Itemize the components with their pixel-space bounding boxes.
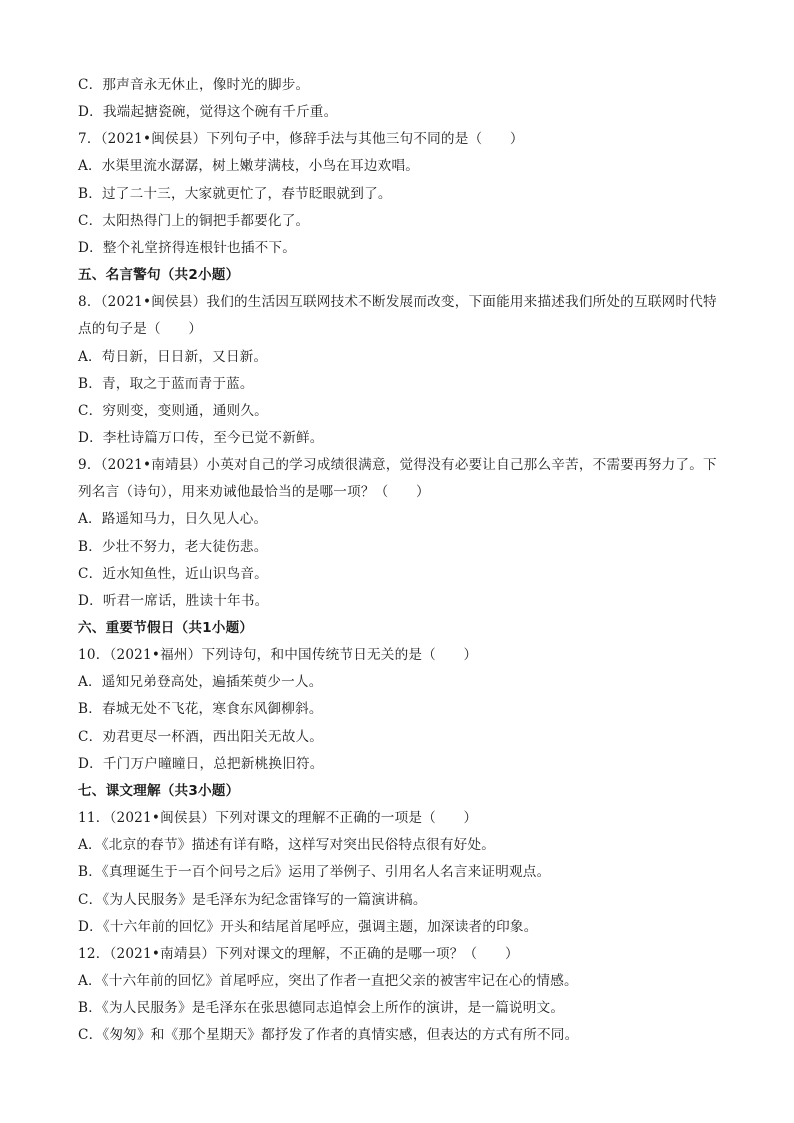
answer-option: D．千门万户曈曈日，总把新桃换旧符。 xyxy=(78,755,324,772)
question-text: 列名言（诗句），用来劝诫他最恰当的是哪一项？（ ） xyxy=(78,484,430,501)
answer-option: A．《十六年前的回忆》首尾呼应，突出了作者一直把父亲的被害牢记在心的情感。 xyxy=(78,972,578,989)
question-text: 11．（2021•闽侯县）下列对课文的理解不正确的一项是（ ） xyxy=(78,810,478,826)
question-text: 9．（2021•南靖县）小英对自己的学习成绩很满意，觉得没有必要让自己那么辛苦，不需要再努力了。下 xyxy=(78,457,717,474)
answer-option: A．《北京的春节》描述有详有略，这样写对突出民俗特点很有好处。 xyxy=(78,837,496,854)
answer-option: A．遥知兄弟登高处，遍插茱萸少一人。 xyxy=(78,674,323,691)
section-heading: 五、名言警句（共2小题） xyxy=(78,267,240,283)
question-text: 12．（2021•南靖县）下列对课文的理解，不正确的是哪一项？（ ） xyxy=(78,945,519,962)
answer-option: B．春城无处不飞花，寒食东风御柳斜。 xyxy=(78,701,323,718)
question-text: 10．（2021•福州）下列诗句，和中国传统节日无关的是（ ） xyxy=(78,647,478,664)
answer-option: A．水渠里流水潺潺，树上嫩芽满枝，小鸟在耳边欢唱。 xyxy=(78,158,420,175)
question-text: 7．（2021•闽侯县）下列句子中，修辞手法与其他三句不同的是（ ） xyxy=(78,131,524,148)
answer-option: C．《匆匆》和《那个星期天》都抒发了作者的真情实感，但表达的方式有所不同。 xyxy=(78,1027,579,1044)
answer-option: A．苟日新，日日新，又日新。 xyxy=(78,348,268,365)
answer-option: C．近水知鱼性，近山识鸟音。 xyxy=(78,565,268,582)
question-text: 点的句子是（ ） xyxy=(78,321,203,338)
section-heading: 七、课文理解（共3小题） xyxy=(78,782,240,799)
answer-option: C．《为人民服务》是毛泽东为纪念雷锋写的一篇演讲稿。 xyxy=(78,891,427,908)
answer-option: D．我端起搪瓷碗，觉得这个碗有千斤重。 xyxy=(78,104,338,121)
answer-option: C．穷则变，变则通，通则久。 xyxy=(78,402,268,419)
answer-option: B．《真理诞生于一百个问号之后》运用了举例子、引用名人名言来证明观点。 xyxy=(78,864,551,881)
answer-option: B．过了二十三，大家就更忙了，春节眨眼就到了。 xyxy=(78,185,392,202)
answer-option: B．少壮不努力，老大徒伤悲。 xyxy=(78,538,268,555)
question-text: 8．（2021•闽侯县）我们的生活因互联网技术不断发展而改变，下面能用来描述我们所处的互联网时代特 xyxy=(78,294,717,311)
answer-option: C．太阳热得门上的铜把手都要化了。 xyxy=(78,212,310,229)
answer-option: D．听君一席话，胜读十年书。 xyxy=(78,592,269,609)
answer-option: B．《为人民服务》是毛泽东在张思德同志追悼会上所作的演讲，是一篇说明文。 xyxy=(78,1000,565,1017)
answer-option: C．劝君更尽一杯酒，西出阳关无故人。 xyxy=(78,728,324,745)
answer-option: B．青，取之于蓝而青于蓝。 xyxy=(78,375,254,392)
answer-option: A．路遥知马力，日久见人心。 xyxy=(78,511,268,528)
section-heading: 六、重要节假日（共1小题） xyxy=(78,620,254,636)
answer-option: D．整个礼堂挤得连根针也插不下。 xyxy=(78,239,297,256)
answer-option: D．李杜诗篇万口传，至今已觉不新鲜。 xyxy=(78,429,324,446)
answer-option: D．《十六年前的回忆》开头和结尾首尾呼应，强调主题，加深读者的印象。 xyxy=(78,918,538,935)
answer-option: C．那声音永无休止，像时光的脚步。 xyxy=(78,77,310,93)
